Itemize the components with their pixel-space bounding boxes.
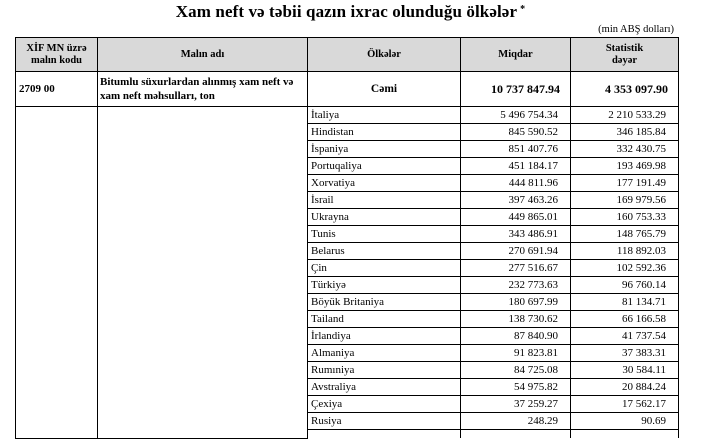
value-cell: 148 765.79 xyxy=(571,226,679,243)
quantity-cell: 54 975.82 xyxy=(461,379,571,396)
country-cell: İspaniya xyxy=(308,141,461,158)
value-cell: 41 737.54 xyxy=(571,328,679,345)
quantity-cell: 232 773.63 xyxy=(461,277,571,294)
product-code: 2709 00 xyxy=(16,72,98,107)
country-cell: İtaliya xyxy=(308,107,461,124)
value-cell: 66 166.58 xyxy=(571,311,679,328)
country-cell: Portuqaliya xyxy=(308,158,461,175)
value-cell: 2 210 533.29 xyxy=(571,107,679,124)
value-cell: 81 134.71 xyxy=(571,294,679,311)
country-cell: Çin xyxy=(308,260,461,277)
country-cell: Türkiyə xyxy=(308,277,461,294)
quantity-cell: 84 725.08 xyxy=(461,362,571,379)
total-value: 4 353 097.90 xyxy=(571,72,679,107)
value-cell: 37 383.31 xyxy=(571,345,679,362)
value-cell: 332 430.75 xyxy=(571,141,679,158)
quantity-cell: 397 463.26 xyxy=(461,192,571,209)
country-cell: Böyük Britaniya xyxy=(308,294,461,311)
header-country: Ölkələr xyxy=(308,38,461,72)
value-cell: 160 753.33 xyxy=(571,209,679,226)
value-cell: 96 760.14 xyxy=(571,277,679,294)
quantity-cell: 343 486.91 xyxy=(461,226,571,243)
total-row xyxy=(16,72,679,107)
country-cell: Avstraliya xyxy=(308,379,461,396)
continuation-cell xyxy=(461,430,571,439)
country-cell: İsrail xyxy=(308,192,461,209)
country-cell: Hindistan xyxy=(308,124,461,141)
country-cell: Rumıniya xyxy=(308,362,461,379)
header-code xyxy=(16,38,98,72)
value-cell: 346 185.84 xyxy=(571,124,679,141)
header-value-line1: Statistik xyxy=(605,42,644,54)
quantity-cell: 248.29 xyxy=(461,413,571,430)
value-cell: 169 979.56 xyxy=(571,192,679,209)
quantity-cell: 451 184.17 xyxy=(461,158,571,175)
quantity-cell: 180 697.99 xyxy=(461,294,571,311)
quantity-cell: 138 730.62 xyxy=(461,311,571,328)
page-title xyxy=(0,2,701,22)
quantity-cell: 449 865.01 xyxy=(461,209,571,226)
value-cell: 30 584.11 xyxy=(571,362,679,379)
country-cell: Tailand xyxy=(308,311,461,328)
total-quantity: 10 737 847.94 xyxy=(461,72,571,107)
country-cell: İrlandiya xyxy=(308,328,461,345)
total-label: Cəmi xyxy=(308,72,461,107)
value-cell: 118 892.03 xyxy=(571,243,679,260)
continuation-cell xyxy=(571,430,679,439)
header-value-line2: dəyər xyxy=(611,54,638,66)
code-blank-cell xyxy=(16,107,98,439)
quantity-cell: 91 823.81 xyxy=(461,345,571,362)
value-cell: 177 191.49 xyxy=(571,175,679,192)
country-cell: Çexiya xyxy=(308,396,461,413)
country-cell: Ukrayna xyxy=(308,209,461,226)
header-value xyxy=(571,38,679,72)
quantity-cell: 277 516.67 xyxy=(461,260,571,277)
value-cell: 17 562.17 xyxy=(571,396,679,413)
country-cell: Tunis xyxy=(308,226,461,243)
country-cell: Belarus xyxy=(308,243,461,260)
country-cell: Almaniya xyxy=(308,345,461,362)
header-name: Malın adı xyxy=(98,38,308,72)
value-cell: 90.69 xyxy=(571,413,679,430)
product-name: Bitumlu süxurlardan alınmış xam neft və xam neft məhsulları, ton xyxy=(98,72,308,107)
table-row xyxy=(16,107,679,124)
header-code-line2: malın kodu xyxy=(30,54,83,66)
quantity-cell: 87 840.90 xyxy=(461,328,571,345)
unit-note: (min ABŞ dolları) xyxy=(598,24,674,35)
quantity-cell: 5 496 754.34 xyxy=(461,107,571,124)
name-blank-cell xyxy=(98,107,308,439)
quantity-cell: 851 407.76 xyxy=(461,141,571,158)
value-cell: 193 469.98 xyxy=(571,158,679,175)
value-cell: 102 592.36 xyxy=(571,260,679,277)
table-header-row xyxy=(16,38,679,72)
country-cell: Rusiya xyxy=(308,413,461,430)
quantity-cell: 37 259.27 xyxy=(461,396,571,413)
value-cell: 20 884.24 xyxy=(571,379,679,396)
quantity-cell: 270 691.94 xyxy=(461,243,571,260)
continuation-cell xyxy=(308,430,461,439)
country-cell: Xorvatiya xyxy=(308,175,461,192)
export-table xyxy=(15,37,679,439)
quantity-cell: 444 811.96 xyxy=(461,175,571,192)
header-code-line1: XİF MN üzrə xyxy=(26,42,87,54)
quantity-cell: 845 590.52 xyxy=(461,124,571,141)
header-quantity: Miqdar xyxy=(461,38,571,72)
page-title-text: Xam neft və təbii qazın ixrac olunduğu ölkələr xyxy=(175,2,518,21)
footnote-mark: * xyxy=(520,4,526,15)
